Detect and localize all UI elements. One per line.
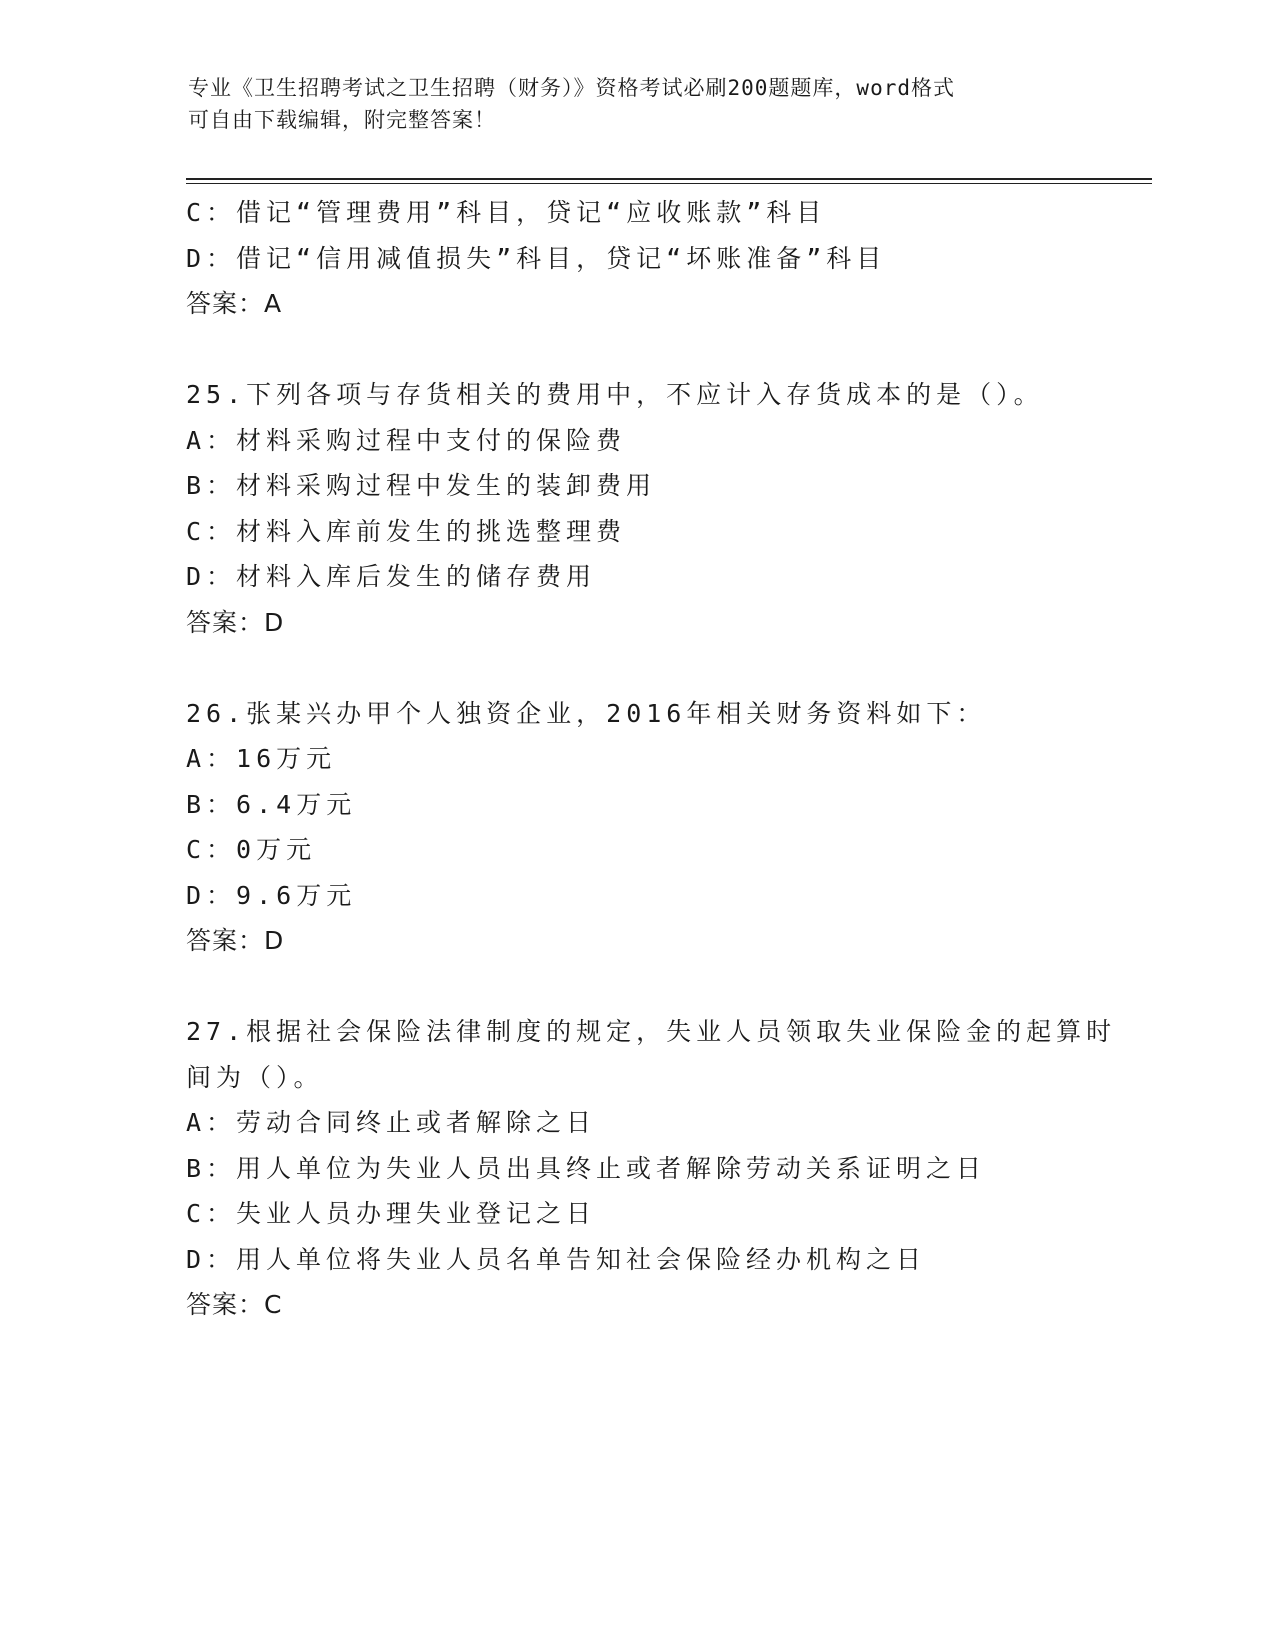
answer: 答案：A [186,289,283,318]
header-divider-thick [186,178,1152,180]
option-d: D：借记“信用减值损失”科目，贷记“坏账准备”科目 [186,243,887,273]
question-stem-continued: 间为（）。 [186,1062,324,1092]
option-a: A：16万元 [186,744,337,773]
question-26 [186,691,1086,964]
option-d: D：9.6万元 [186,880,357,910]
question-24-continued [186,190,1086,327]
question-stem: 26.张某兴办甲个人独资企业，2016年相关财务资料如下： [186,698,987,728]
question-stem: 25.下列各项与存货相关的费用中，不应计入存货成本的是（）。 [186,380,1044,409]
question-27 [186,1009,1117,1328]
spacer [186,327,1086,373]
answer: 答案：D [186,926,285,955]
option-b: B：材料采购过程中发生的装卸费用 [186,471,657,500]
header-title-line-2: 可自由下载编辑，附完整答案！ [188,108,496,132]
header-title-line-1: 专业《卫生招聘考试之卫生招聘（财务）》资格考试必刷200题题库，word格式 [188,76,955,100]
option-a: A：材料采购过程中支付的保险费 [186,425,627,455]
document-header [188,72,1088,136]
option-a: A：劳动合同终止或者解除之日 [186,1108,597,1137]
option-b: B：用人单位为失业人员出具终止或者解除劳动关系证明之日 [186,1153,987,1183]
option-c: C：0万元 [186,835,317,864]
option-c: C：借记“管理费用”科目，贷记“应收账款”科目 [186,198,827,227]
question-stem: 27.根据社会保险法律制度的规定，失业人员领取失业保险金的起算时 [186,1017,1117,1046]
option-b: B：6.4万元 [186,789,357,819]
header-divider-thin [186,183,1152,184]
option-d: D：材料入库后发生的储存费用 [186,562,597,591]
answer: 答案：C [186,1290,283,1319]
answer: 答案：D [186,607,285,637]
spacer [186,645,1086,691]
option-c: C：材料入库前发生的挑选整理费 [186,516,627,546]
question-content [186,190,1117,1328]
option-d: D：用人单位将失业人员名单告知社会保险经办机构之日 [186,1244,927,1274]
option-c: C：失业人员办理失业登记之日 [186,1199,597,1228]
question-25 [186,372,1086,645]
spacer [186,964,1086,1010]
